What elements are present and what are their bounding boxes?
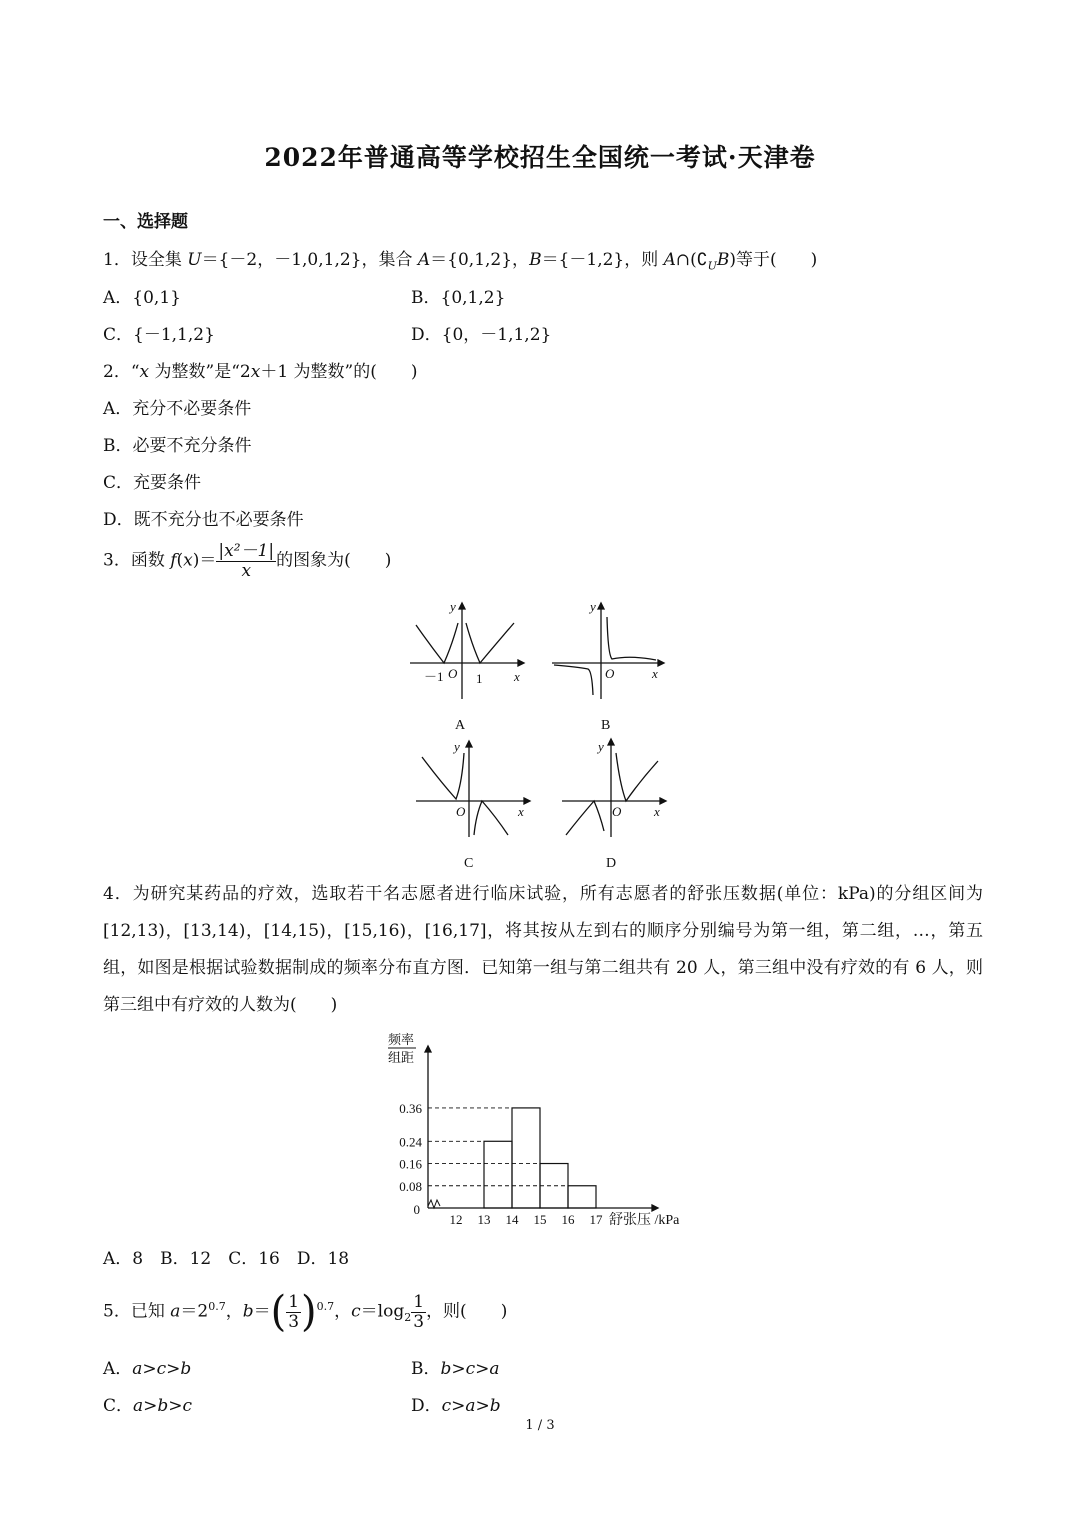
graph-b-origin: O xyxy=(605,666,615,681)
q5-option-a[interactable]: A．a>c>b xyxy=(103,1359,192,1379)
graph-b-y-label: y xyxy=(590,599,596,614)
hist-xtick-label: 17 xyxy=(589,1212,603,1227)
q2-option-d[interactable]: D．既不充分也不必要条件 xyxy=(103,510,304,530)
question-1: 1．设全集 U＝{－2，－1,0,1,2}，集合 A＝{0,1,2}，B＝{－1,2}，则 $A\cap(∁_UB)$等于( ) xyxy=(103,250,818,273)
graph-a-x-label: x xyxy=(514,669,520,684)
q3-graphs xyxy=(400,595,680,880)
q1-option-a[interactable]: A．{0,1} xyxy=(103,288,181,308)
graph-d-label: D xyxy=(606,856,617,871)
hist-ytick-label: 0.16 xyxy=(399,1156,422,1172)
q5-option-d[interactable]: D．c>a>b xyxy=(411,1396,501,1416)
q1-option-b[interactable]: B．{0,1,2} xyxy=(411,288,506,308)
hist-ylabel-den: 组距 xyxy=(388,1050,415,1065)
hist-x-arrow xyxy=(652,1205,658,1211)
graph-c-y-label: y xyxy=(454,739,460,754)
graph-b[interactable] xyxy=(552,599,664,733)
graph-b-label: B xyxy=(601,718,611,733)
graph-d[interactable] xyxy=(562,739,666,871)
graph-a-tick-1: 1 xyxy=(476,671,483,686)
graph-a[interactable] xyxy=(410,599,524,733)
hist-axis-break xyxy=(428,1200,440,1208)
graph-c[interactable] xyxy=(416,739,530,871)
graph-c-label: C xyxy=(464,856,474,871)
hist-ytick-label: 0.24 xyxy=(399,1134,422,1150)
graph-d-x-label: x xyxy=(654,804,660,819)
hist-xlabel: 舒张压 /kPa xyxy=(609,1213,680,1228)
page-number: 1 / 3 xyxy=(525,1418,555,1433)
graph-a-tick-neg1: －1 xyxy=(424,669,444,684)
graph-c-origin: O xyxy=(456,804,466,819)
question-4: 4．为研究某药品的疗效，选取若干名志愿者进行临床试验，所有志愿者的舒张压数据(单位：kPa)的分组区间为[12,13)，[13,14)，[14,15)，[15,16)，[16,17]，将其按从左到右的顺序分别编号为第一组，第二组，…，第五组，如图是根据试验数据制成的频率分布直方图．已知第一组与第二组共有 20 人，第三组中没有疗效的有 6 人，则第三组中有疗效的人数为( ) xyxy=(103,884,983,1015)
q1-option-d[interactable]: D．{0，－1,1,2} xyxy=(411,325,552,345)
q5-option-c[interactable]: C．a>b>c xyxy=(103,1396,193,1416)
graph-c-x-label: x xyxy=(518,804,524,819)
question-5: 5．已知 $a=2^{0.7}$，b＝( $\frac{1}{3}$ )$^{0.7}$，$c=\log_2$ $\frac{1}{3}$ ，则( ) xyxy=(103,1288,508,1337)
q2-option-c[interactable]: C．充要条件 xyxy=(103,473,202,493)
hist-ylabel-num: 频率 xyxy=(388,1032,415,1047)
q4-options[interactable]: A．8 B．12 C．16 D．18 xyxy=(103,1249,350,1269)
q1-option-c[interactable]: C．{－1,1,2} xyxy=(103,325,215,345)
hist-ytick-label: 0.08 xyxy=(399,1178,422,1194)
q5-option-b[interactable]: B．b>c>a xyxy=(411,1359,500,1379)
hist-y-arrow xyxy=(425,1046,431,1052)
graph-a-y-label: y xyxy=(450,599,456,614)
hist-bars xyxy=(428,1108,596,1208)
hist-bar xyxy=(484,1141,512,1208)
graph-d-y-label: y xyxy=(598,739,604,754)
hist-ytick-label: 0.36 xyxy=(399,1100,422,1116)
histogram-chart xyxy=(380,1030,700,1230)
hist-xtick-label: 16 xyxy=(561,1212,575,1227)
graph-a-origin: O xyxy=(448,666,458,681)
hist-xtick-label: 12 xyxy=(449,1212,463,1227)
question-2: 2．“x 为整数”是“2x＋1 为整数”的( ) xyxy=(103,362,418,382)
graph-b-x-label: x xyxy=(652,666,658,681)
graph-d-origin: O xyxy=(612,804,622,819)
hist-xtick-label: 13 xyxy=(477,1212,491,1227)
hist-xtick-label: 15 xyxy=(533,1212,547,1227)
hist-axes xyxy=(425,1046,658,1211)
section-heading: 一、选择题 xyxy=(103,212,188,232)
graph-a-label: A xyxy=(455,718,466,733)
question-3: 3．函数 f(x)＝ $\frac{\text{|x²－1|}}{x}$ 的图象为( ) xyxy=(103,541,392,581)
fraction: $\frac{\text{|x²－1|}}{x}$ xyxy=(218,541,275,581)
hist-origin-label: 0 xyxy=(413,1202,420,1217)
hist-xtick-label: 14 xyxy=(505,1212,519,1227)
hist-bar xyxy=(512,1108,540,1208)
page-title: 2022年普通高等学校招生全国统一考试·天津卷 xyxy=(264,143,816,172)
q2-option-a[interactable]: A．充分不必要条件 xyxy=(103,399,252,419)
q2-option-b[interactable]: B．必要不充分条件 xyxy=(103,436,252,456)
hist-bar xyxy=(568,1186,596,1208)
